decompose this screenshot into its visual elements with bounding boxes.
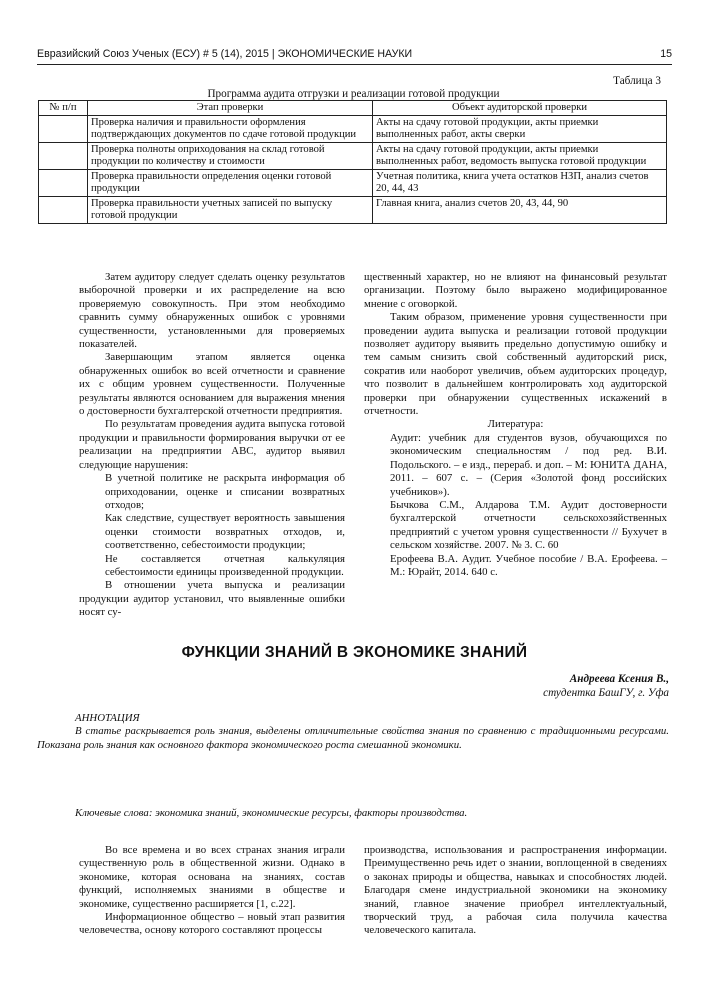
table-header-row	[39, 101, 667, 116]
upper-left-column	[79, 271, 345, 620]
row-number	[39, 116, 88, 143]
table-caption: Программа аудита отгрузки и реализации готовой продукции	[207, 88, 500, 100]
author-affiliation: студентка БашГУ, г. Уфа	[543, 687, 669, 699]
table-row	[39, 143, 667, 170]
list-item: Не составляется отчетная калькуляция себестоимости единицы произведенной продукции.	[105, 552, 345, 578]
journal-title: Евразийский Союз Ученых (ЕСУ) # 5 (14), 2015 | ЭКОНОМИЧЕСКИЕ НАУКИ	[37, 48, 413, 60]
paragraph: Таким образом, применение уровня существенности при проведении аудита выпуска и реализации готовой продукции позволяет аудитору выявить предельно допустимую ошибку и тем самым снизить свой собственный аудиторский риск, сократив или наоборот увеличив, объем аудиторских процедур, что позволит в дальнейшем контролировать ход аудиторской проверки при обнаружении существенных искажений в отчетности.	[364, 311, 667, 418]
row-object: Учетная политика, книга учета остатков НЗП, анализ счетов 20, 44, 43	[373, 170, 667, 197]
row-stage: Проверка наличия и правильности оформления подтверждающих документов по сдаче готовой продукции	[88, 116, 373, 143]
literature-item: Ерофеева В.А. Аудит. Учебное пособие / В.А. Ерофеева. – М.: Юрайт, 2014. 640 с.	[390, 552, 667, 578]
header-stage: Этап проверки	[88, 101, 373, 116]
row-stage: Проверка правильности учетных записей по выпуску готовой продукции	[88, 197, 373, 224]
keywords: Ключевые слова: экономика знаний, экономические ресурсы, факторы производства.	[75, 807, 468, 819]
paragraph: Информационное общество – новый этап развития человечества, основу которого составляют процессы	[79, 911, 345, 937]
paragraph: производства, использования и распространения информации. Преимущественно речь идет о знании, воплощенной в сведениях о законах природы и общества, навыках и способностях людей. Благодаря смене индустриальной экономики на экономику знаний, главное значение приобрел интеллектуальный, творческий труд, а рабочая сила получила качества человеческого капитала.	[364, 844, 667, 937]
row-stage: Проверка правильности определения оценки готовой продукции	[88, 170, 373, 197]
header-number: № п/п	[39, 101, 88, 116]
audit-program-table	[38, 100, 667, 224]
row-number	[39, 143, 88, 170]
row-object: Акты на сдачу готовой продукции, акты приемки выполненных работ, акты сверки	[373, 116, 667, 143]
list-item: Как следствие, существует вероятность завышения оценки стоимости возвратных отходов, и, соответственно, себестоимости продукции;	[105, 512, 345, 552]
article-title: ФУНКЦИИ ЗНАНИЙ В ЭКОНОМИКЕ ЗНАНИЙ	[181, 644, 528, 661]
literature-item: Бычкова С.М., Алдарова Т.М. Аудит достоверности бухгалтерской отчетности сельскохозяйственных предприятий с учетом уровня существенности // Бухучет в сельском хозяйстве. 2007. № 3. С. 60	[390, 498, 667, 552]
paragraph: В отношении учета выпуска и реализации продукции аудитор установил, что выявленные ошибки носят су-	[79, 579, 345, 619]
list-item: В учетной политике не раскрыта информация об оприходовании, оценке и списании возвратных отходов;	[105, 472, 345, 511]
paragraph: щественный характер, но не влияют на финансовый результат организации. Поэтому было выражено модифицированное мнение с оговоркой.	[364, 271, 667, 310]
annotation-heading: АННОТАЦИЯ	[75, 712, 140, 724]
page-number: 15	[660, 48, 672, 60]
literature-item: Аудит: учебник для студентов вузов, обучающихся по экономическим специальностям / под ред. В.И. Подольского. – е изд., перераб. и доп. – М: ЮНИТА ДАНА, 2011. – 607 с. – (Серия «Золотой фонд российских учебников»).	[390, 431, 667, 498]
annotation-text: В статье раскрывается роль знания, выделены отличительные свойства знания по сравнению с традиционными ресурсами. Показана роль знания как основного фактора экономического роста смешанной экономики.	[37, 725, 669, 751]
upper-right-column	[364, 271, 667, 579]
header-object: Объект аудиторской проверки	[373, 101, 667, 116]
paragraph: По результатам проведения аудита выпуска готовой продукции и правильности формирования выручки от ее реализации на предприятии АВС, аудитор выявил следующие нарушения:	[79, 418, 345, 471]
table-label: Таблица 3	[613, 75, 661, 87]
author-name: Андреева Ксения В.,	[569, 673, 669, 685]
paragraph: Завершающим этапом является оценка обнаруженных ошибок во всей отчетности и сравнение их с общим уровнем существенности. Полученные результаты являются основанием для выражения мнения о достоверности бухгалтерской отчетности предприятия.	[79, 351, 345, 418]
row-number	[39, 170, 88, 197]
row-stage: Проверка полноты оприходования на склад готовой продукции по количеству и стоимости	[88, 143, 373, 170]
table-row	[39, 197, 667, 224]
row-object: Акты на сдачу готовой продукции, акты приемки выполненных работ, ведомость выпуска готовой продукции	[373, 143, 667, 170]
author-block	[543, 672, 669, 700]
row-object: Главная книга, анализ счетов 20, 43, 44, 90	[373, 197, 667, 224]
literature-title: Литература:	[487, 418, 544, 431]
lower-left-column	[79, 844, 345, 938]
annotation-block	[37, 712, 669, 752]
table-row	[39, 116, 667, 143]
table-row	[39, 170, 667, 197]
paragraph: Затем аудитору следует сделать оценку результатов выборочной проверки и их распределение на всю проверяемую совокупность. При этом необходимо сравнить сумму обнаруженных ошибок с уровнями существенности, установленными для проверяемых показателей.	[79, 271, 345, 351]
running-header	[37, 46, 672, 65]
lower-right-column	[364, 844, 667, 938]
paragraph: Во все времена и во всех странах знания играли существенную роль в общественной жизни. Однако в экономике, которая основана на знаниях, состав функций, исполняемых знаниями в обществе и экономике, существенно расширяется [1, с.22].	[79, 844, 345, 910]
row-number	[39, 197, 88, 224]
